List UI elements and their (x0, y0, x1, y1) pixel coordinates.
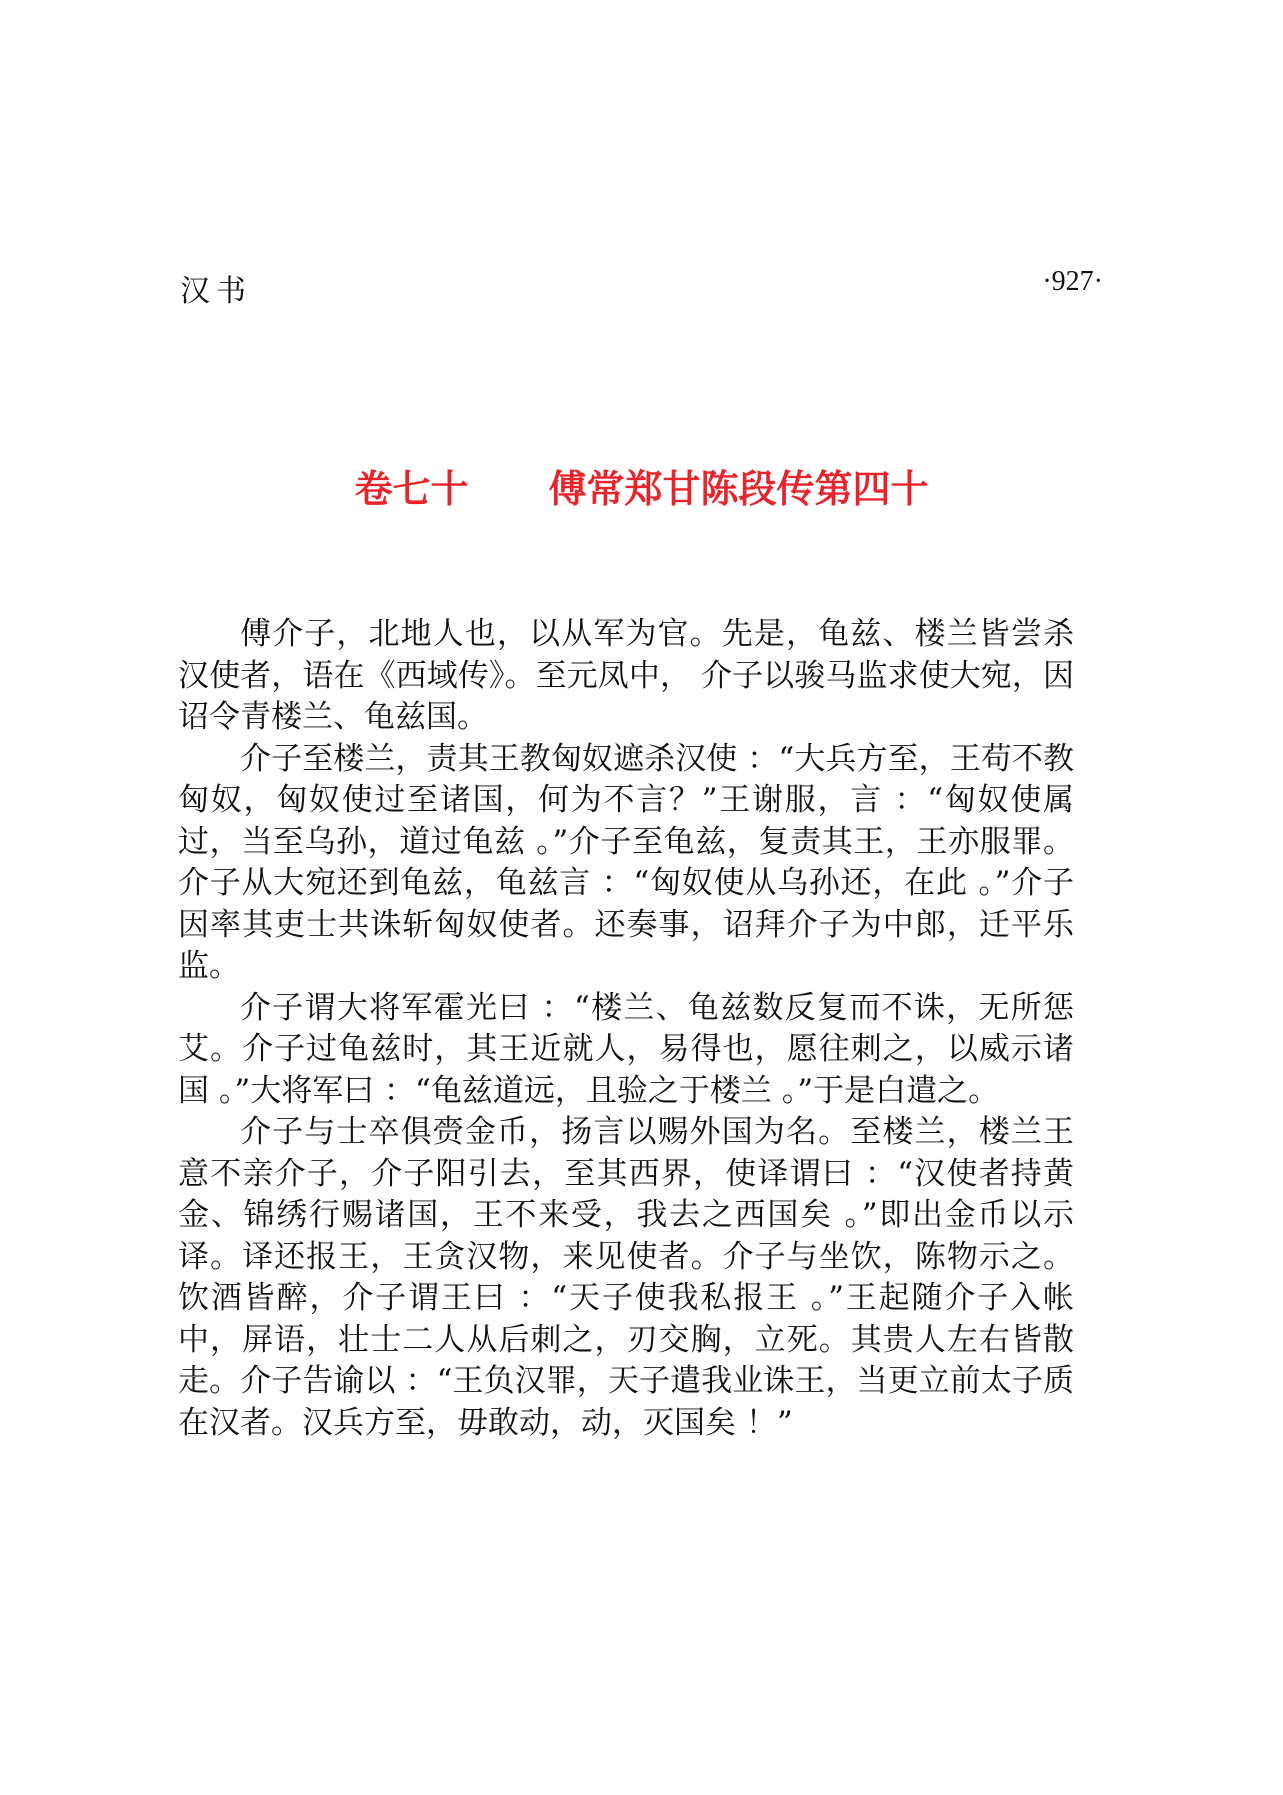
paragraph-2: 介子至楼兰，责其王教匈奴遮杀汉使 ：“大兵方至，王苟不教匈奴，匈奴使过至诸国，何为不言？”王谢服，言 ：“匈奴使属过，当至乌孙，道过龟兹 。”介子至龟兹，复责其王，王亦服罪。介子从大宛还到龟兹，龟兹言 ：“匈奴使从乌孙还，在此 。”介子因率其吏士共诛斩匈奴使者。还奏事，诏拜介子为中郎，迁平乐监。 (178, 740, 1074, 984)
chapter-name: 傅常郑甘陈段传第四十 (548, 467, 929, 511)
paragraph-4: 介子与士卒俱赍金币，扬言以赐外国为名。至楼兰，楼兰王意不亲介子，介子阳引去，至其西界，使译谓曰 ：“汉使者持黄金、锦绣行赐诸国，王不来受，我去之西国矣 。”即出金币以示译。译还报王，王贪汉物，来见使者。介子与坐饮，陈物示之。饮酒皆醉，介子谓王曰 ：“天子使我私报王 。”王起随介子入帐中，屏语，壮士二人从后刺之，刃交胸，立死。其贵人左右皆散走。介子告谕以 ：“王负汉罪，天子遣我业诛王，当更立前太子质在汉者。汉兵方至，毋敢动，动，灭国矣 ！” (178, 1114, 1074, 1441)
body-text (178, 614, 1074, 1444)
chapter-title (0, 458, 1283, 513)
running-header (180, 266, 1103, 309)
page-number: ·927· (1042, 266, 1103, 297)
chapter-volume: 卷七十 (354, 467, 469, 511)
book-title: 汉书 (180, 274, 252, 309)
paragraph-1: 傅介子，北地人也，以从军为官。先是，龟兹、楼兰皆尝杀汉使者，语在《西域传》。至元凤中， 介子以骏马监求使大宛，因诏令青楼兰、龟兹国。 (178, 616, 1074, 735)
paragraph-3: 介子谓大将军霍光曰 ：“楼兰、龟兹数反复而不诛，无所惩艾。介子过龟兹时，其王近就人，易得也，愿往刺之，以威示诸国 。”大将军曰 ：“龟兹道远，且验之于楼兰 。”于是白遣之。 (178, 989, 1074, 1109)
